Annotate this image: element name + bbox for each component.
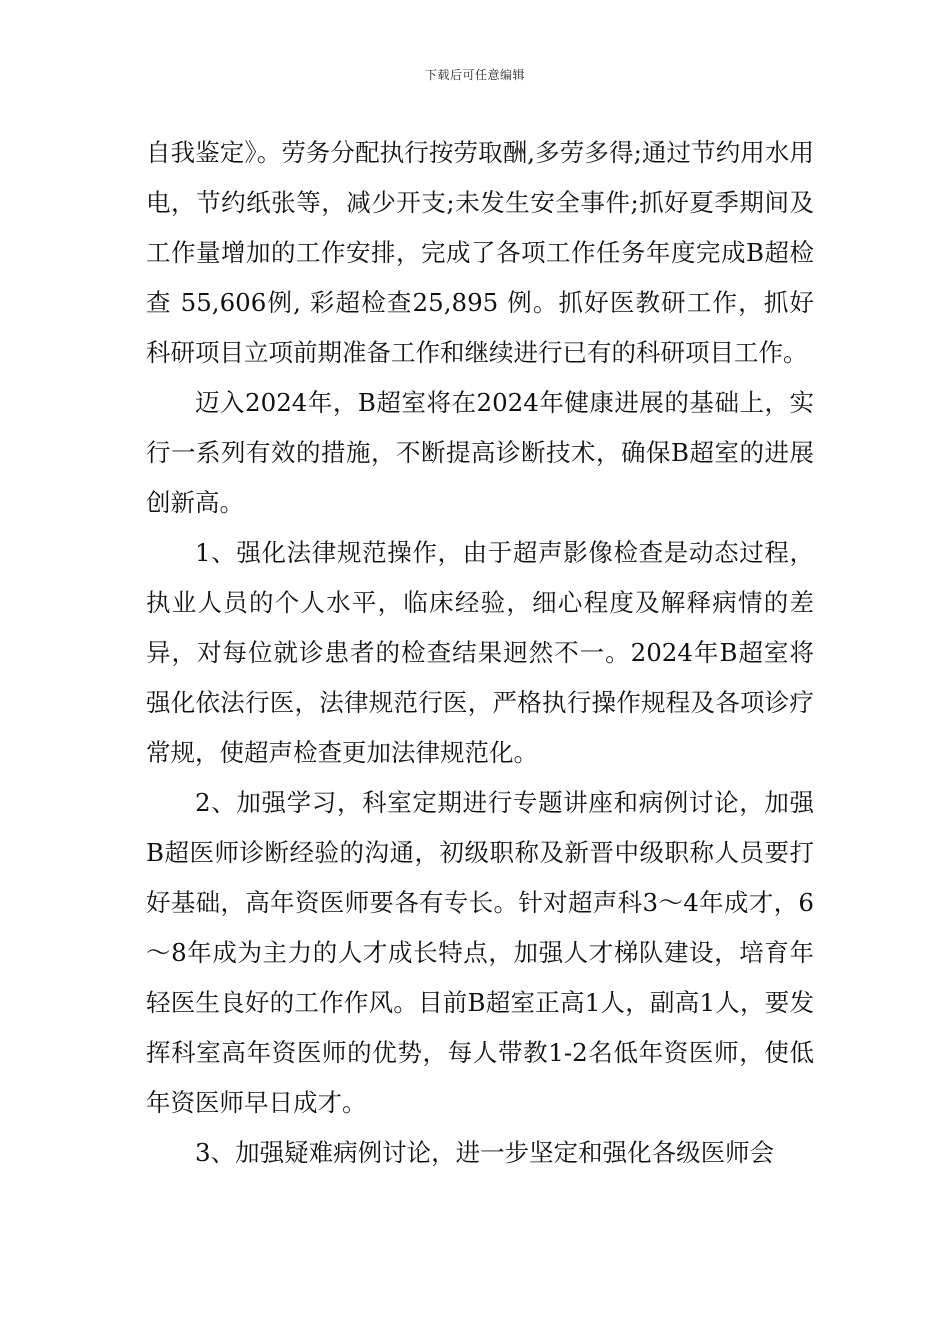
paragraph-1: 自我鉴定》。劳务分配执行按劳取酬,多劳多得;通过节约用水用电，节约纸张等，减少开支;未发生安全事件;抓好夏季期间及工作量增加的工作安排，完成了各项工作任务年度完成B超检查 55,606例, 彩超检查25,895 例。抓好医教研工作，抓好科研项目立项前期准备工作和继续进行已有的科研项目工作。 [146, 138, 814, 367]
paragraph-3: 1、强化法律规范操作，由于超声影像检查是动态过程，执业人员的个人水平，临床经验，细心程度及解释病情的差异，对每位就诊患者的检查结果迥然不一。2024年B超室将强化依法行医，法律规范行医，严格执行操作规程及各项诊疗常规，使超声检查更加法律规范化。 [146, 538, 814, 767]
document-body [146, 128, 814, 1178]
page-header: 下载后可任意编辑 [424, 68, 525, 82]
paragraph-2: 迈入2024年，B超室将在2024年健康进展的基础上，实行一系列有效的措施，不断提高诊断技术，确保B超室的进展创新高。 [146, 388, 814, 517]
paragraph-4: 2、加强学习，科室定期进行专题讲座和病例讨论，加强B超医师诊断经验的沟通，初级职称及新晋中级职称人员要打好基础，高年资医师要各有专长。针对超声科3～4年成才，6～8年成为主力的人才成长特点，加强人才梯队建设，培育年轻医生良好的工作作风。目前B超室正高1人，副高1人，要发挥科室高年资医师的优势，每人带教1-2名低年资医师，使低年资医师早日成才。 [146, 788, 814, 1117]
paragraph-5: 3、加强疑难病例讨论，进一步坚定和强化各级医师会 [195, 1138, 775, 1167]
